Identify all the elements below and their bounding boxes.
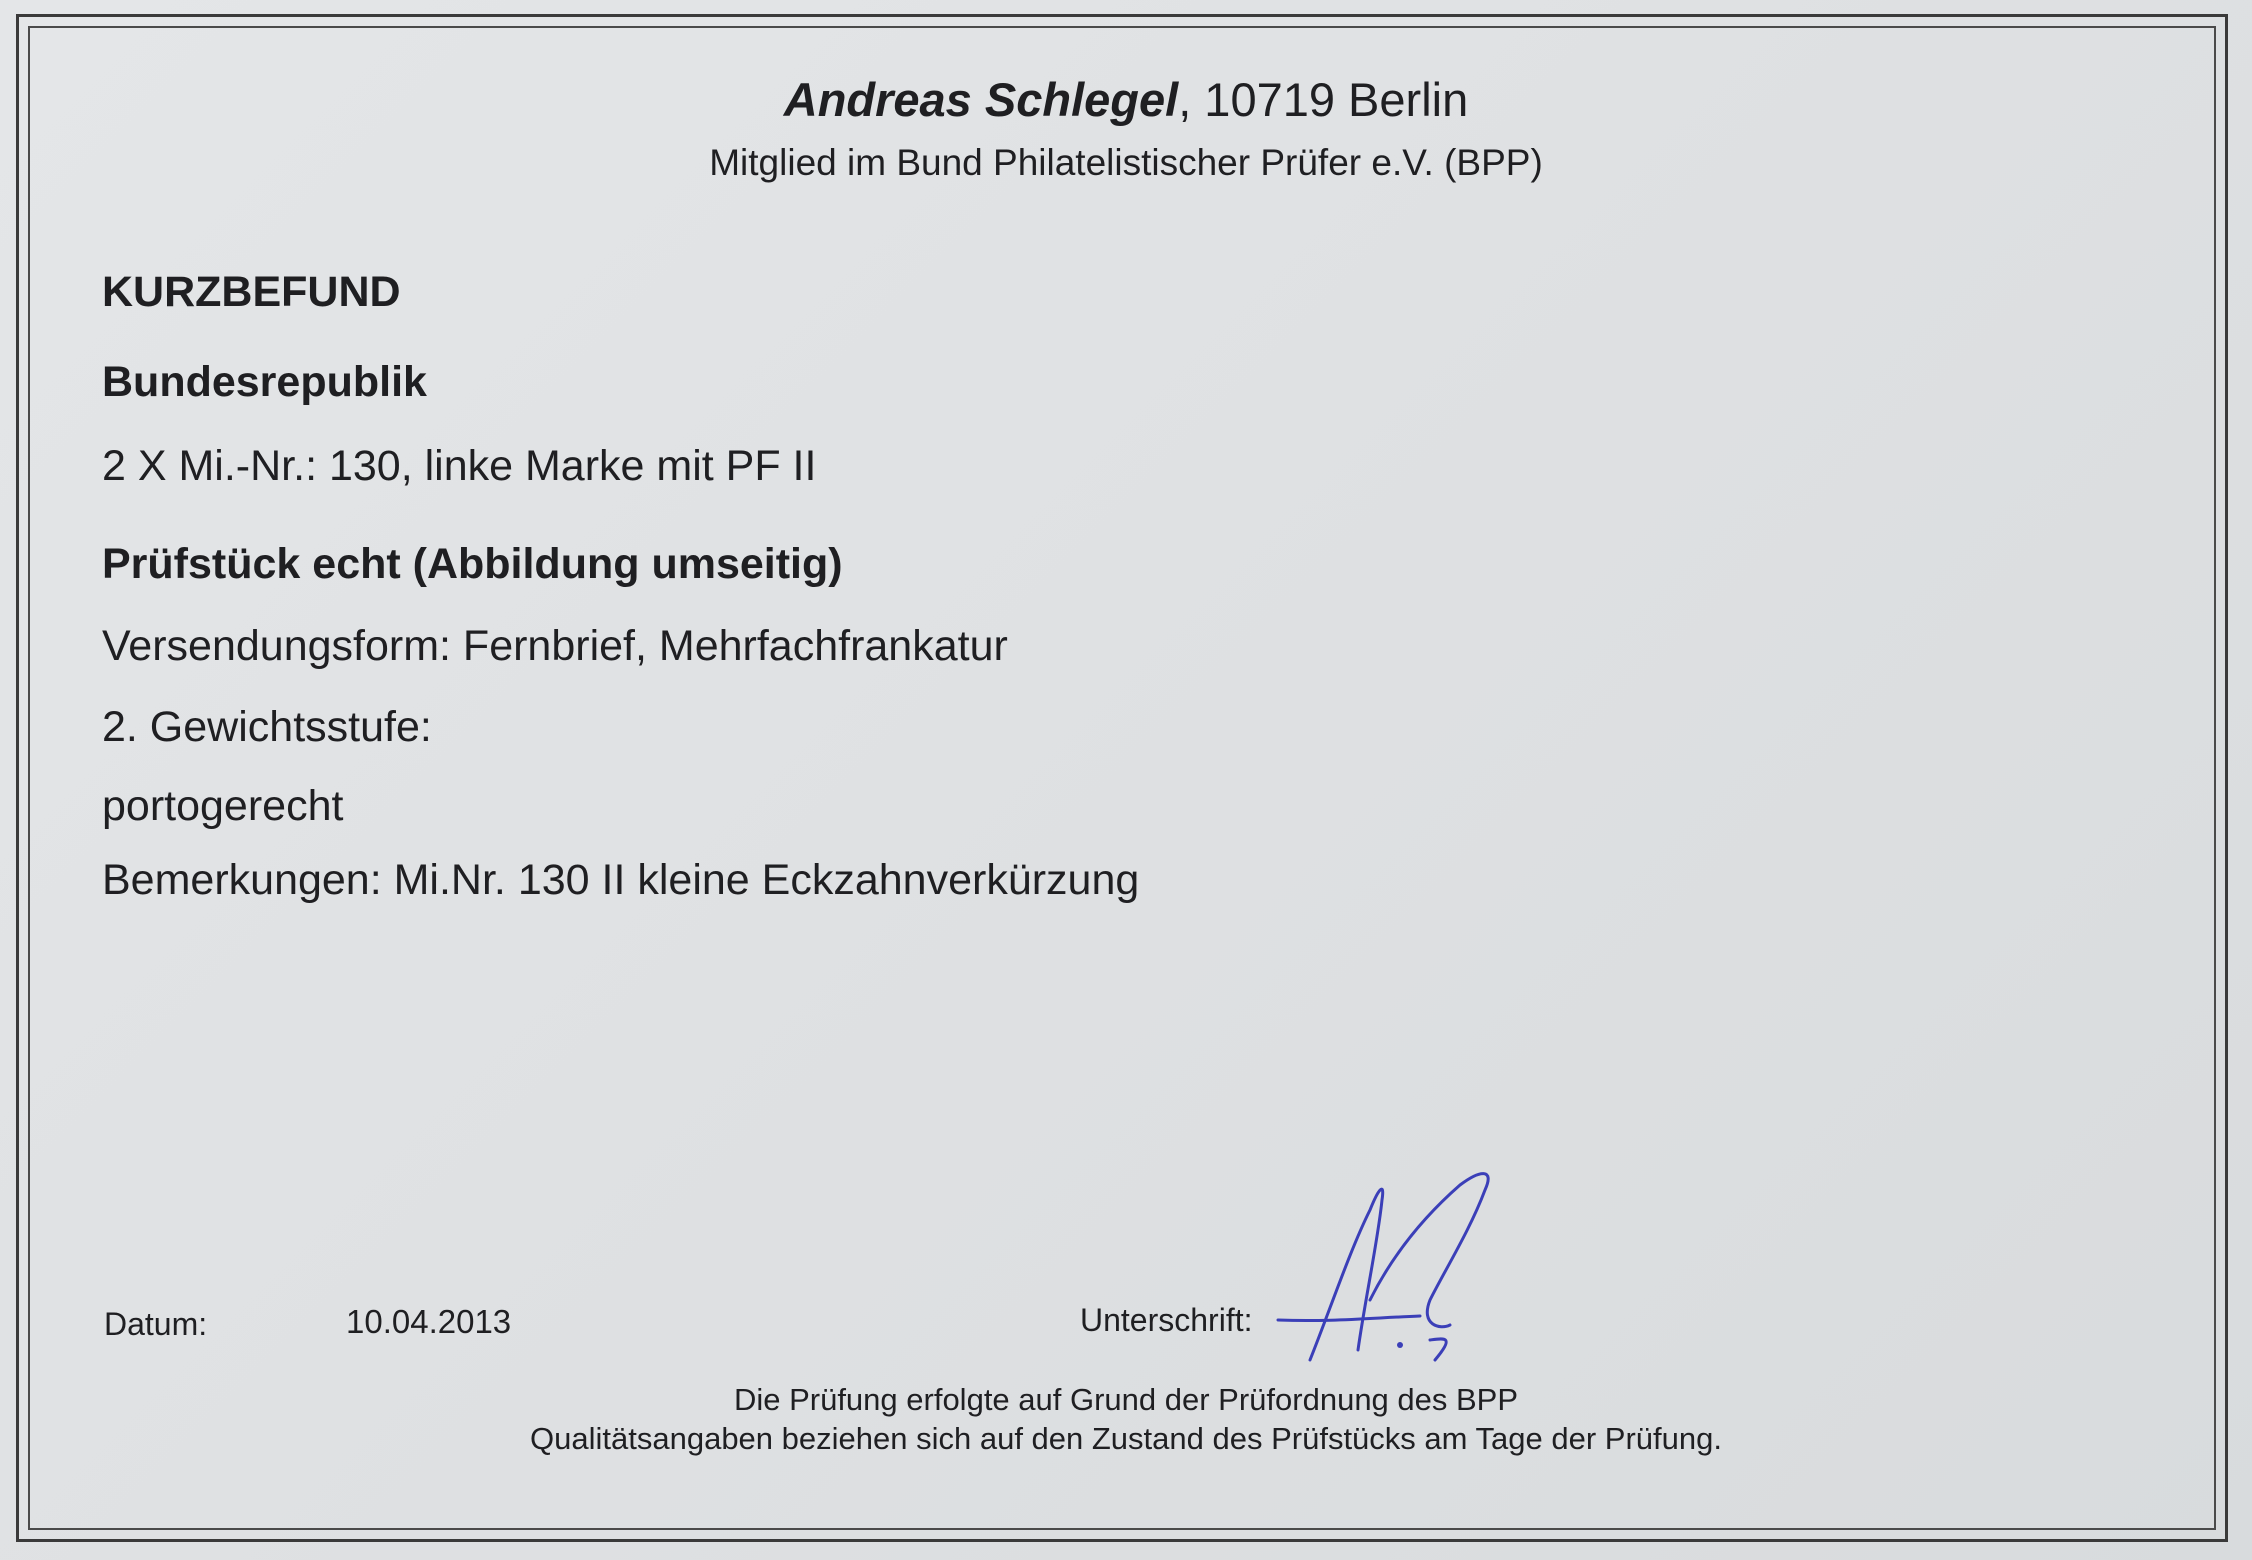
verdict: Prüfstück echt (Abbildung umseitig) <box>102 540 843 588</box>
region: Bundesrepublik <box>102 358 427 406</box>
issuer-name: Andreas Schlegel <box>783 73 1179 126</box>
date-label: Datum: <box>104 1306 208 1342</box>
disclaimer-line-1: Die Prüfung erfolgte auf Grund der Prüfordnung des BPP <box>733 1382 1519 1417</box>
signature-label: Unterschrift: <box>1080 1302 1253 1338</box>
handwritten-signature <box>1270 1160 1570 1370</box>
item-description: 2 X Mi.-Nr.: 130, linke Marke mit PF II <box>102 442 817 490</box>
disclaimer-line-2: Qualitätsangaben beziehen sich auf den Zustand des Prüfstücks am Tage der Prüfung. <box>530 1421 1722 1456</box>
shipping-form: Versendungsform: Fernbrief, Mehrfachfrankatur <box>102 622 1008 670</box>
membership-line: Mitglied im Bund Philatelistischer Prüfer e.V. (BPP) <box>709 142 1543 183</box>
report-type: KURZBEFUND <box>102 268 401 316</box>
date-value: 10.04.2013 <box>346 1303 512 1340</box>
issuer-address: , 10719 Berlin <box>1178 73 1469 126</box>
remarks: Bemerkungen: Mi.Nr. 130 II kleine Eckzahnverkürzung <box>102 856 1140 904</box>
postage-status: portogerecht <box>102 782 344 830</box>
weight-class: 2. Gewichtsstufe: <box>102 703 432 751</box>
issuer-line <box>0 72 2252 127</box>
